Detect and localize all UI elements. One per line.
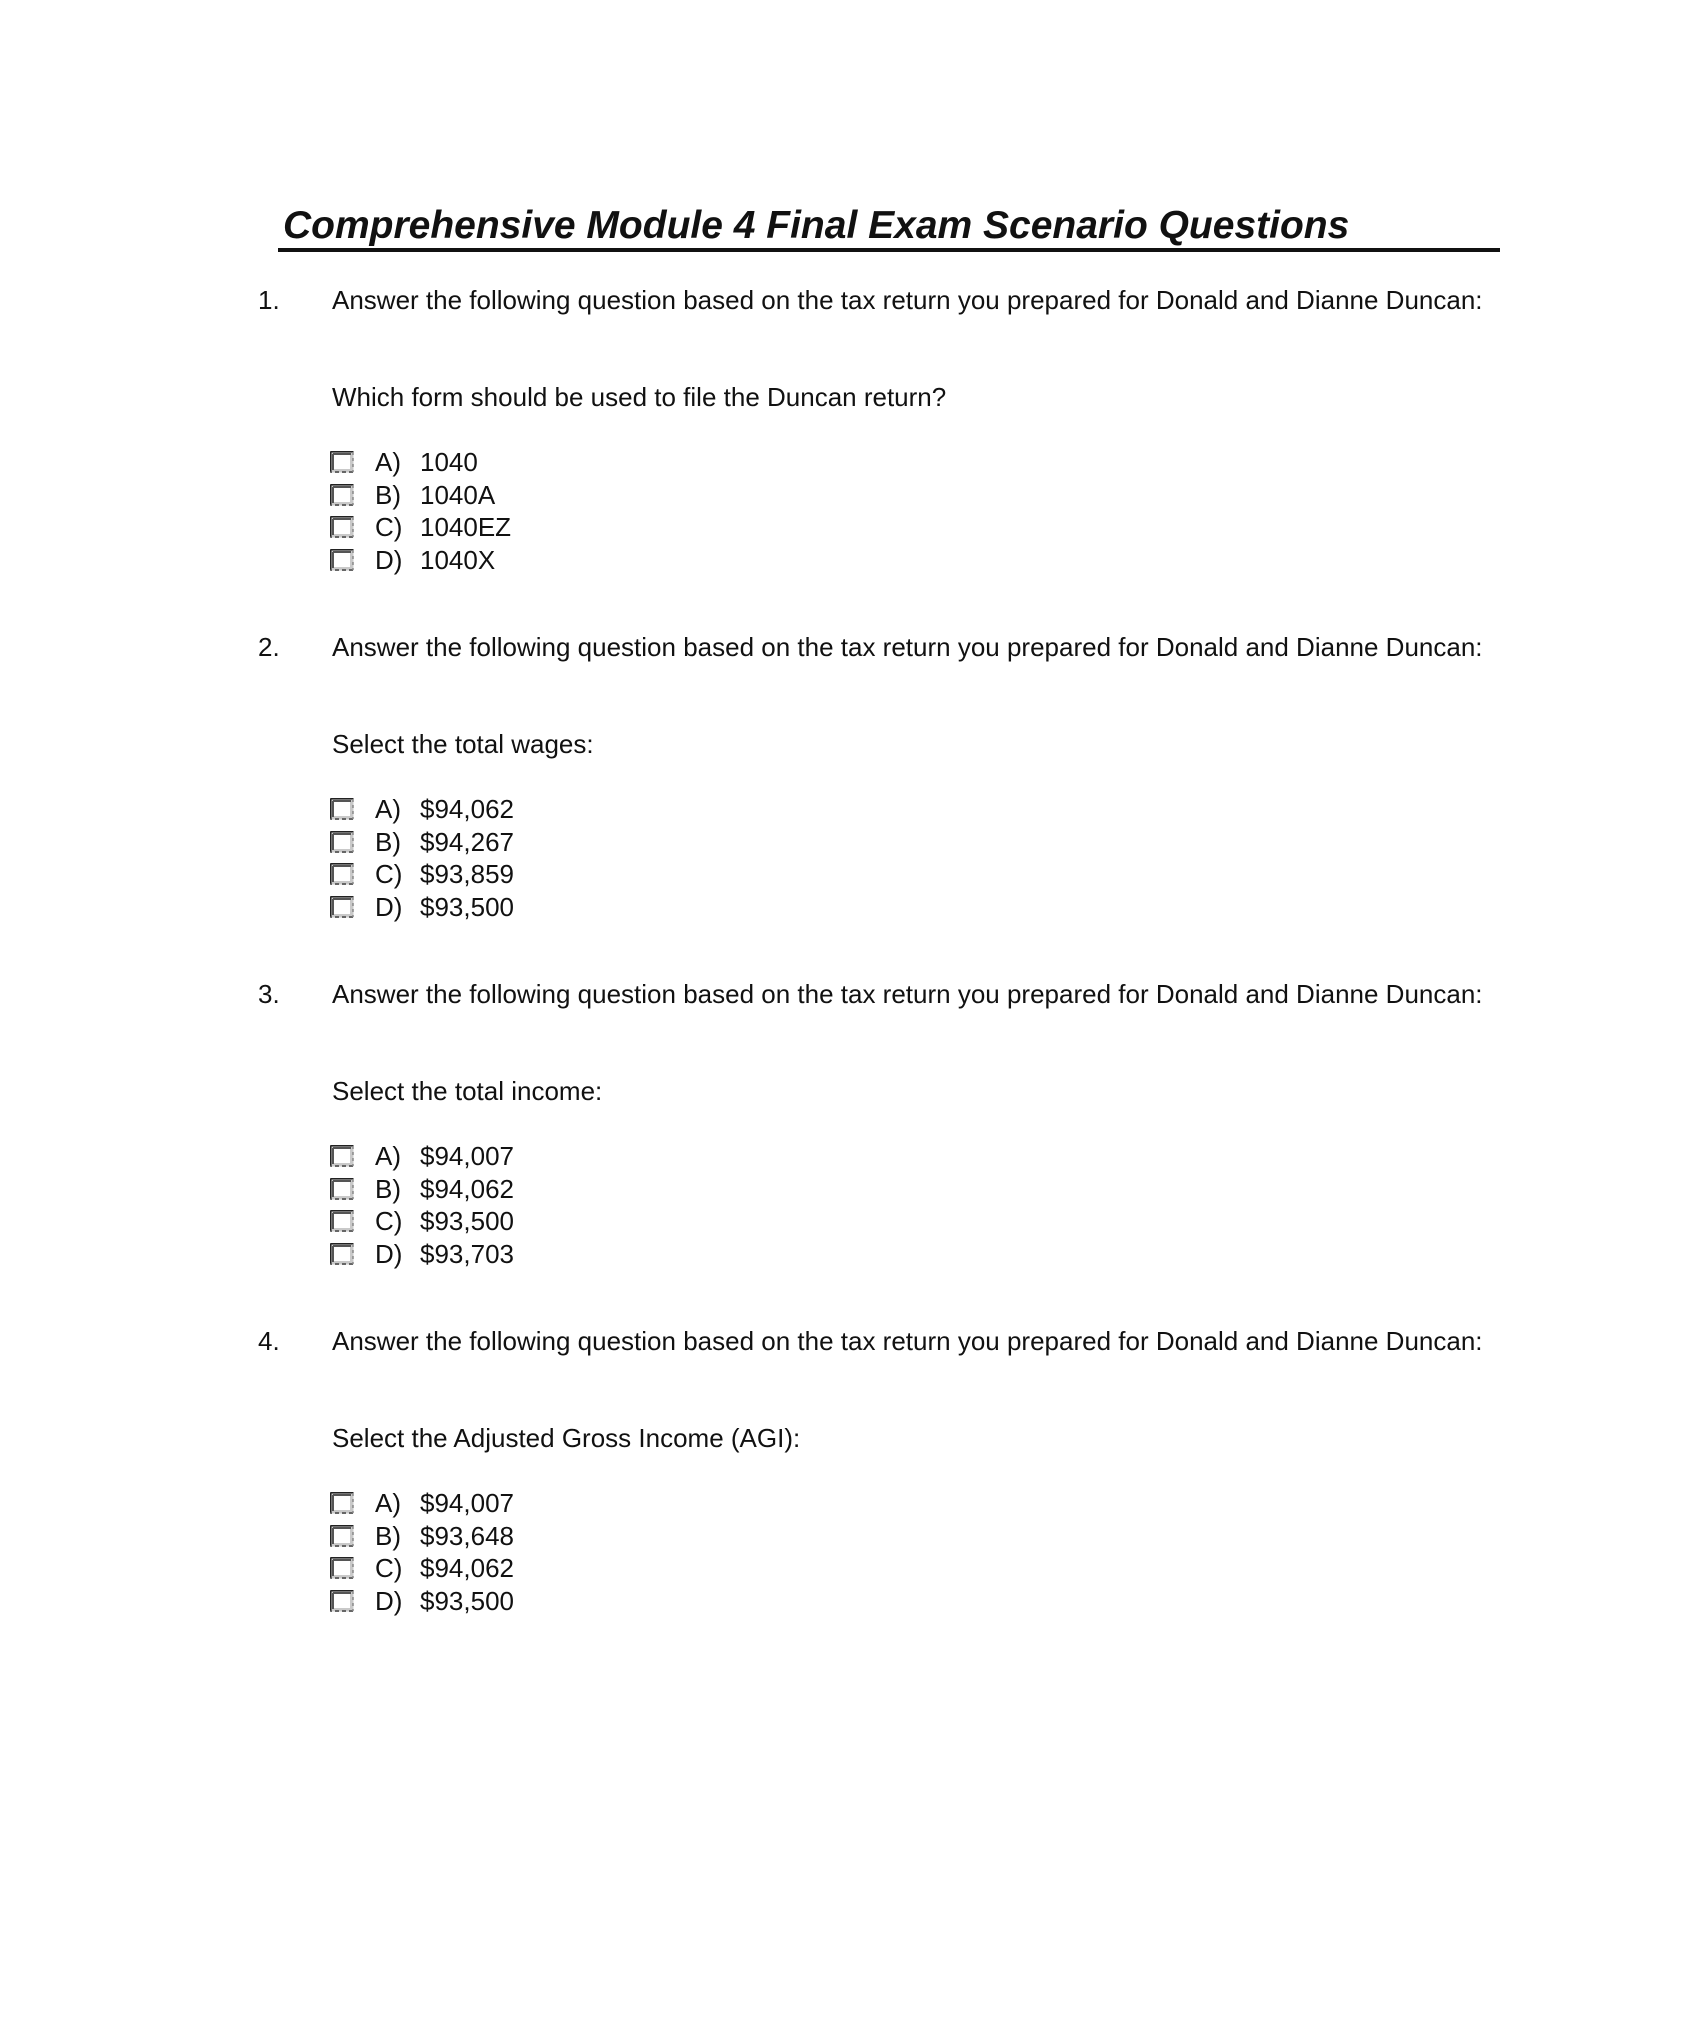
option-letter: B)	[375, 1520, 401, 1551]
checkbox-icon[interactable]	[330, 1557, 354, 1579]
answer-option-2-d[interactable]	[330, 891, 514, 924]
checkbox-icon[interactable]	[330, 516, 354, 538]
option-letter: A)	[375, 447, 401, 478]
question-intro: Answer the following question based on the tax return you prepared for Donald and Dianne Duncan:	[332, 979, 1483, 1009]
answer-option-3-d[interactable]	[330, 1238, 514, 1271]
question-prompt: Select the Adjusted Gross Income (AGI):	[332, 1423, 801, 1453]
answer-option-1-b[interactable]	[330, 479, 511, 512]
question-prompt: Select the total wages:	[332, 729, 594, 759]
answer-options	[330, 1487, 514, 1617]
option-letter: C)	[375, 1553, 403, 1584]
checkbox-icon[interactable]	[330, 549, 354, 571]
option-text: $93,703	[420, 1238, 514, 1269]
question-intro: Answer the following question based on the tax return you prepared for Donald and Dianne Duncan:	[332, 632, 1483, 662]
question-prompt: Select the total income:	[332, 1076, 603, 1106]
option-text: $94,062	[420, 794, 514, 825]
option-text: $93,859	[420, 859, 514, 890]
answer-option-4-b[interactable]	[330, 1520, 514, 1553]
checkbox-icon[interactable]	[330, 798, 354, 820]
answer-option-4-a[interactable]	[330, 1487, 514, 1520]
answer-options	[330, 1140, 514, 1270]
option-letter: A)	[375, 1488, 401, 1519]
checkbox-icon[interactable]	[330, 484, 354, 506]
question-number: 1.	[258, 285, 280, 315]
question-prompt: Which form should be used to file the Duncan return?	[332, 382, 947, 412]
checkbox-icon[interactable]	[330, 896, 354, 918]
option-text: 1040A	[420, 479, 496, 510]
answer-option-2-c[interactable]	[330, 858, 514, 891]
checkbox-icon[interactable]	[330, 863, 354, 885]
checkbox-icon[interactable]	[330, 1492, 354, 1514]
option-text: $94,007	[420, 1488, 514, 1519]
checkbox-icon[interactable]	[330, 1145, 354, 1167]
question-number: 4.	[258, 1326, 280, 1356]
checkbox-icon[interactable]	[330, 1525, 354, 1547]
answer-option-1-c[interactable]	[330, 511, 511, 544]
option-text: $93,500	[420, 1206, 514, 1237]
checkbox-icon[interactable]	[330, 1243, 354, 1265]
option-letter: A)	[375, 794, 401, 825]
question-number: 2.	[258, 632, 280, 662]
question-intro: Answer the following question based on the tax return you prepared for Donald and Dianne Duncan:	[332, 285, 1483, 315]
checkbox-icon[interactable]	[330, 831, 354, 853]
option-letter: D)	[375, 544, 403, 575]
option-text: 1040EZ	[420, 512, 512, 543]
option-letter: C)	[375, 1206, 403, 1237]
option-letter: D)	[375, 1238, 403, 1269]
checkbox-icon[interactable]	[330, 451, 354, 473]
option-letter: B)	[375, 479, 401, 510]
option-text: $93,648	[420, 1520, 514, 1551]
question-intro: Answer the following question based on the tax return you prepared for Donald and Dianne Duncan:	[332, 1326, 1483, 1356]
answer-option-4-d[interactable]	[330, 1585, 514, 1618]
option-letter: D)	[375, 1585, 403, 1616]
answer-option-3-a[interactable]	[330, 1140, 514, 1173]
option-text: $93,500	[420, 891, 514, 922]
answer-option-2-a[interactable]	[330, 793, 514, 826]
answer-option-4-c[interactable]	[330, 1552, 514, 1585]
option-text: 1040X	[420, 544, 496, 575]
answer-options	[330, 446, 511, 576]
answer-option-1-a[interactable]	[330, 446, 511, 479]
option-text: $93,500	[420, 1585, 514, 1616]
option-letter: A)	[375, 1141, 401, 1172]
option-letter: C)	[375, 512, 403, 543]
option-text: $94,007	[420, 1141, 514, 1172]
option-letter: B)	[375, 1173, 401, 1204]
option-text: 1040	[420, 447, 478, 478]
answer-option-3-b[interactable]	[330, 1173, 514, 1206]
option-text: $94,267	[420, 826, 514, 857]
answer-options	[330, 793, 514, 923]
option-letter: C)	[375, 859, 403, 890]
page-title: Comprehensive Module 4 Final Exam Scenario Questions	[283, 204, 1350, 247]
title-rule	[278, 248, 1500, 252]
option-text: $94,062	[420, 1173, 514, 1204]
checkbox-icon[interactable]	[330, 1178, 354, 1200]
option-text: $94,062	[420, 1553, 514, 1584]
option-letter: D)	[375, 891, 403, 922]
checkbox-icon[interactable]	[330, 1210, 354, 1232]
question-number: 3.	[258, 979, 280, 1009]
checkbox-icon[interactable]	[330, 1590, 354, 1612]
answer-option-2-b[interactable]	[330, 826, 514, 859]
answer-option-3-c[interactable]	[330, 1205, 514, 1238]
option-letter: B)	[375, 826, 401, 857]
answer-option-1-d[interactable]	[330, 544, 511, 577]
